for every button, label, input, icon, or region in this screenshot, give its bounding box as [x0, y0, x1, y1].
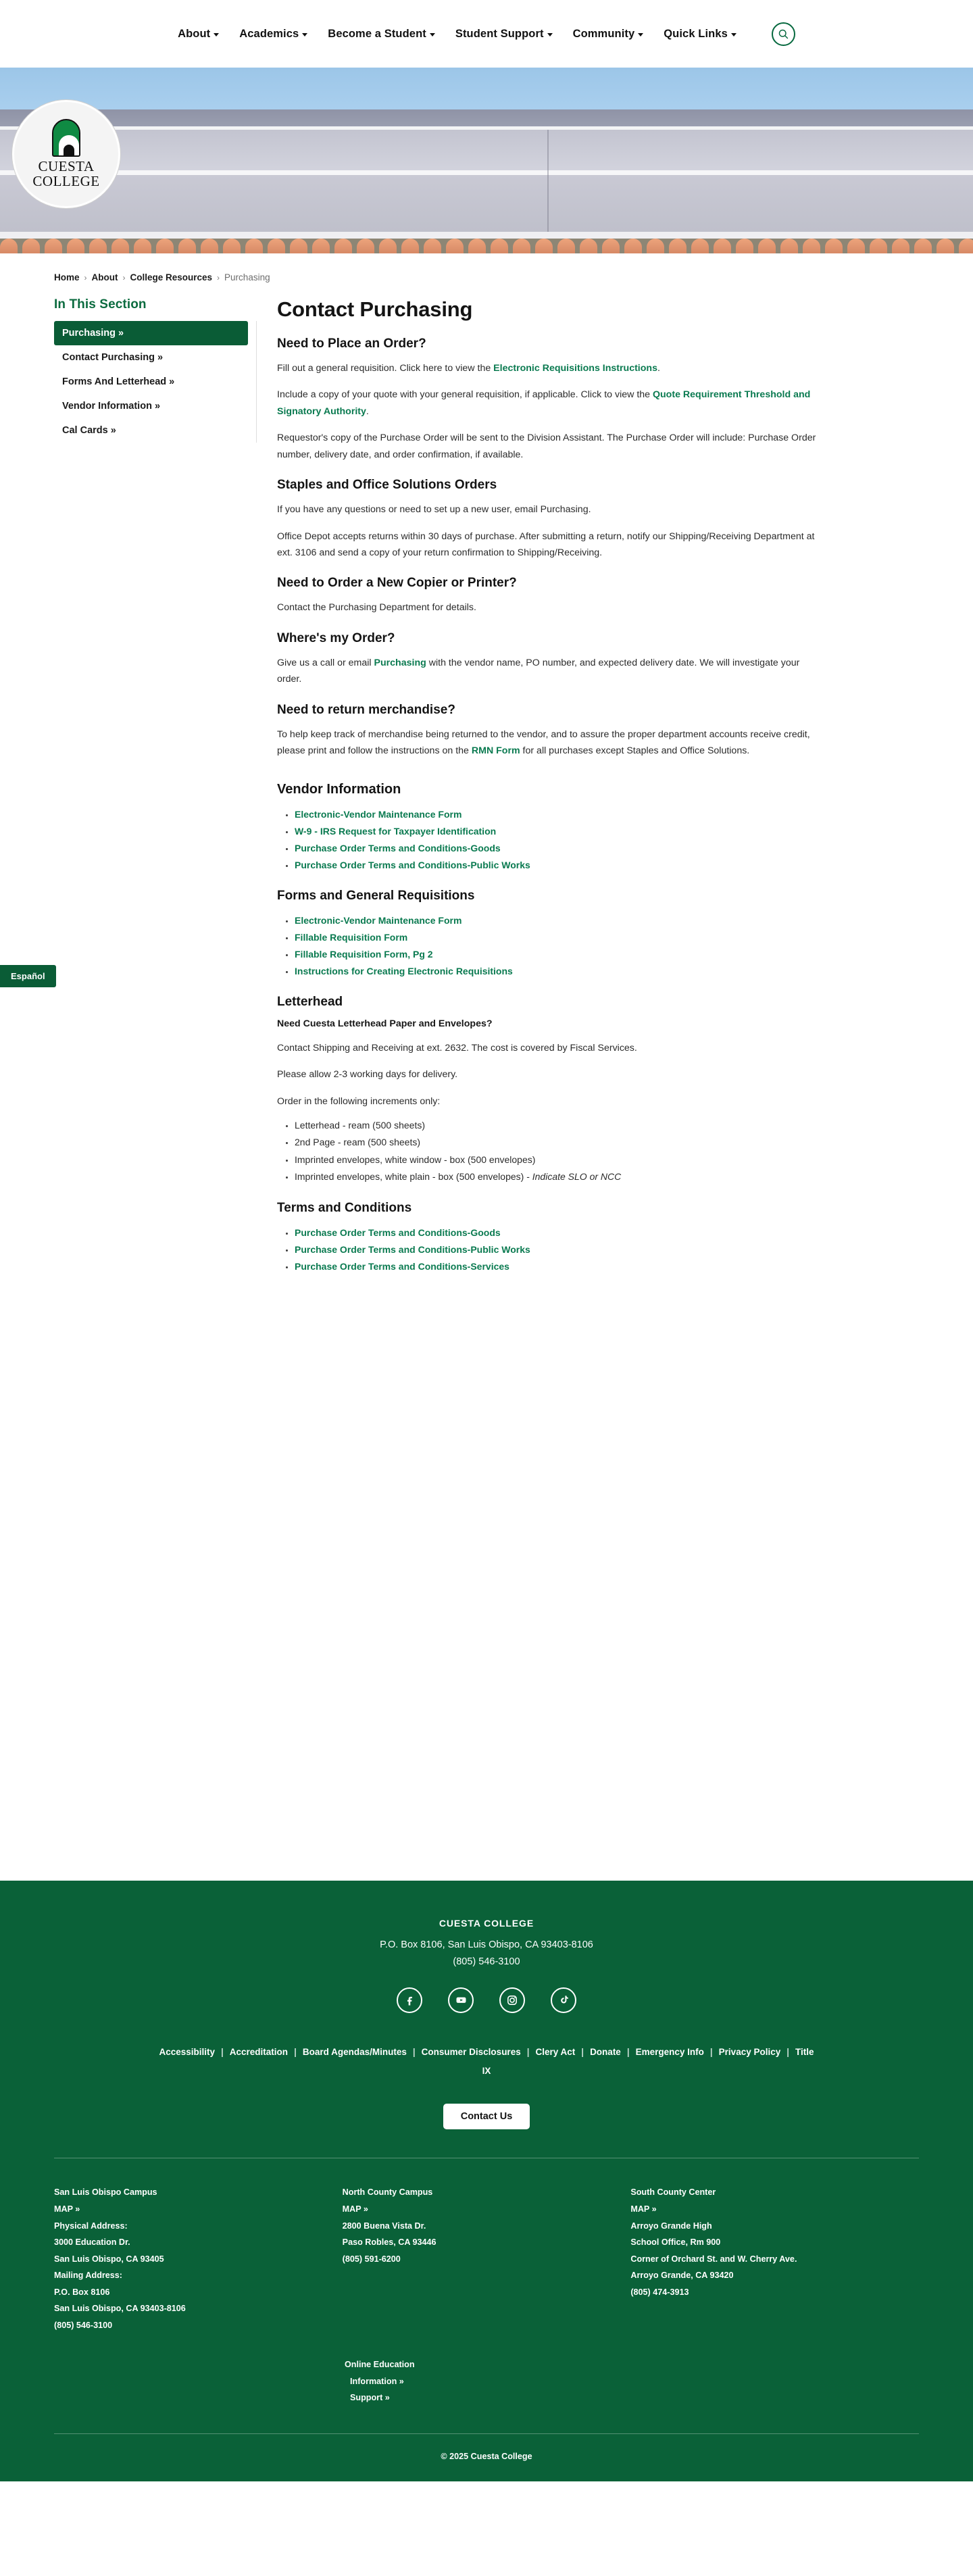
increment-note: Indicate SLO or NCC: [532, 1171, 622, 1183]
chevron-down-icon: [638, 33, 643, 36]
roof-tile: [156, 239, 174, 253]
sidebar-item-purchasing[interactable]: Purchasing »: [54, 321, 248, 345]
increment-text: 2nd Page - ream (500 sheets): [295, 1137, 420, 1148]
campus-line: Arroyo Grande High: [630, 2221, 712, 2231]
nav-item-community[interactable]: [573, 28, 644, 41]
footer-links: [155, 2043, 818, 2081]
link-electronic-vendor-maintenance-form-2[interactable]: Electronic-Vendor Maintenance Form: [295, 915, 462, 926]
footer-link-title-ix[interactable]: Title IX: [482, 2046, 814, 2077]
nav-item-label: Community: [572, 27, 635, 40]
hero-roof-tiles: [0, 239, 973, 253]
campus-name: South County Center: [630, 2187, 716, 2198]
heading-wheres-my-order: Where's my Order?: [277, 630, 395, 645]
list-item: [295, 1151, 824, 1168]
campus-name: San Luis Obispo Campus: [54, 2187, 157, 2198]
footer-address: P.O. Box 8106, San Luis Obispo, CA 93403-8106: [380, 1939, 593, 1950]
link-separator: |: [787, 2046, 790, 2057]
campus-south-county: [630, 2184, 919, 2333]
breadcrumb-separator-icon: ›: [84, 272, 87, 282]
list-item: [295, 912, 824, 929]
list-item: [295, 1258, 824, 1275]
contact-button-wrap: [0, 2104, 973, 2129]
hero-banner: [0, 68, 973, 253]
campus-name: North County Campus: [342, 2187, 433, 2198]
list-item: [295, 1168, 824, 1185]
increment-text: Imprinted envelopes, white window - box (500 envelopes): [295, 1154, 536, 1165]
roof-tile: [892, 239, 909, 253]
link-separator: |: [709, 2046, 713, 2057]
online-education-information-link[interactable]: Information »: [350, 2376, 404, 2386]
primary-navigation: [0, 0, 973, 68]
campus-line: (805) 546-3100: [54, 2320, 113, 2330]
roof-tile: [580, 239, 597, 253]
roof-tile: [379, 239, 397, 253]
roof-tile: [67, 239, 84, 253]
link-purchasing-email[interactable]: Purchasing: [374, 657, 426, 668]
roof-tile: [89, 239, 107, 253]
roof-tile: [424, 239, 441, 253]
roof-tile: [847, 239, 865, 253]
increment-text: Imprinted envelopes, white plain - box (500 envelopes) -: [295, 1171, 532, 1183]
breadcrumb: [54, 272, 973, 282]
roof-tile: [714, 239, 731, 253]
roof-tile: [491, 239, 508, 253]
campus-map-link[interactable]: MAP »: [342, 2204, 368, 2214]
heading-forms-general-requisitions: Forms and General Requisitions: [277, 889, 475, 903]
campus-line: Corner of Orchard St. and W. Cherry Ave.: [630, 2254, 797, 2264]
online-education-title: Online Education: [345, 2360, 415, 2370]
nav-item-quick-links[interactable]: [664, 28, 737, 41]
footer-link-donate[interactable]: Donate: [590, 2046, 621, 2057]
roof-tile: [312, 239, 330, 253]
campus-line: Arroyo Grande, CA 93420: [630, 2271, 734, 2281]
campus-line: San Luis Obispo, CA 93403-8106: [54, 2304, 186, 2314]
text-fragment: Fill out a general requisition. Click here to view the: [277, 363, 494, 374]
campus-line: Paso Robles, CA 93446: [342, 2237, 436, 2248]
campus-line: Mailing Address:: [54, 2271, 122, 2281]
hero-trim-2: [0, 170, 973, 175]
roof-tile: [334, 239, 352, 253]
list-item: [295, 1117, 824, 1134]
page-content: [0, 272, 973, 1881]
text-fragment: To help keep track of merchandise being returned to the vendor, and to assure the proper department accounts receive credit, please print and follow the instructions on the: [277, 728, 810, 757]
paragraph-letterhead-delivery: Please allow 2-3 working days for delivery.: [277, 1069, 458, 1081]
text-fragment: Include a copy of your quote with your general requisition, if applicable. Click to view the: [277, 389, 653, 401]
footer-link-accreditation[interactable]: Accreditation: [229, 2046, 289, 2057]
campus-line: (805) 474-3913: [630, 2287, 689, 2297]
roof-tile: [468, 239, 486, 253]
roof-tile: [446, 239, 464, 253]
instagram-link[interactable]: [499, 1987, 525, 2013]
campus-columns: [0, 2158, 973, 2333]
footer-link-privacy-policy[interactable]: Privacy Policy: [718, 2046, 781, 2057]
site-footer: [0, 1881, 973, 2481]
facebook-link[interactable]: [397, 1987, 422, 2013]
main-content: [257, 297, 878, 1279]
paragraph-office-depot-returns: Office Depot accepts returns within 30 days of purchase. After submitting a return, notify our Shipping/Receiving Department at ext. 3106 and send a copy of your return confirmation to Shipping/Receiving.: [277, 530, 815, 558]
list-item: [295, 806, 824, 823]
roof-tile: [201, 239, 218, 253]
footer-link-accessibility[interactable]: Accessibility: [159, 2046, 215, 2057]
roof-tile: [557, 239, 575, 253]
breadcrumb-current: Purchasing: [224, 272, 270, 282]
footer-link-board-agendas[interactable]: Board Agendas/Minutes: [302, 2046, 407, 2057]
nav-item-about[interactable]: [178, 28, 219, 41]
youtube-icon: [454, 1993, 468, 2007]
site-logo[interactable]: [12, 100, 120, 208]
nav-item-label: Become a Student: [328, 27, 426, 40]
roof-tile: [803, 239, 820, 253]
hero-trim-3: [0, 232, 973, 239]
link-rmn-form[interactable]: RMN Form: [471, 745, 520, 757]
roof-tile: [268, 239, 285, 253]
link-separator: |: [526, 2046, 530, 2057]
nav-item-label: Quick Links: [664, 27, 728, 40]
page-title: Contact Purchasing: [277, 297, 473, 321]
roof-tile: [513, 239, 530, 253]
link-fillable-requisition-form-pg2[interactable]: Fillable Requisition Form, Pg 2: [295, 948, 433, 960]
campus-line: School Office, Rm 900: [630, 2237, 721, 2248]
campus-san-luis-obispo: [54, 2184, 343, 2333]
list-item: [295, 840, 824, 857]
link-terms-public-works[interactable]: Purchase Order Terms and Conditions-Public Works: [295, 1243, 530, 1255]
link-po-terms-goods[interactable]: Purchase Order Terms and Conditions-Goods: [295, 843, 501, 854]
online-education-block: [0, 2333, 973, 2406]
text-fragment: Give us a call or email: [277, 657, 374, 668]
paragraph-return-instructions: [277, 726, 824, 760]
roof-tile: [223, 239, 241, 253]
link-electronic-requisitions-instructions[interactable]: Electronic Requisitions Instructions: [493, 363, 657, 374]
roof-tile: [758, 239, 776, 253]
chevron-down-icon: [547, 33, 553, 36]
link-po-terms-public-works[interactable]: Purchase Order Terms and Conditions-Public Works: [295, 860, 530, 871]
text-fragment: for all purchases except Staples and Office Solutions.: [520, 745, 750, 757]
facebook-icon: [403, 1993, 416, 2007]
sidebar-item-contact-purchasing[interactable]: Contact Purchasing »: [62, 352, 164, 363]
sidebar-title: In This Section: [54, 297, 147, 312]
link-separator: |: [581, 2046, 584, 2057]
hero-photo: [0, 68, 973, 253]
link-separator: |: [221, 2046, 224, 2057]
campus-line: P.O. Box 8106: [54, 2287, 110, 2297]
link-terms-goods[interactable]: Purchase Order Terms and Conditions-Goods: [295, 1227, 501, 1238]
roof-tile: [401, 239, 419, 253]
link-separator: |: [294, 2046, 297, 2057]
list-item: [295, 1134, 824, 1151]
nav-item-list: [178, 22, 795, 46]
campus-map-link[interactable]: MAP »: [54, 2204, 80, 2214]
roof-tile: [0, 239, 18, 253]
sidebar-item-vendor-information[interactable]: Vendor Information »: [62, 401, 161, 412]
copyright: © 2025 Cuesta College: [441, 2452, 532, 2461]
link-instructions-electronic-requisitions[interactable]: Instructions for Creating Electronic Requisitions: [295, 965, 513, 976]
footer-link-clery-act[interactable]: Clery Act: [535, 2046, 576, 2057]
breadcrumb-item-about[interactable]: About: [91, 272, 118, 282]
paragraph-requestor-copy: Requestor's copy of the Purchase Order will be sent to the Division Assistant. The Purchase Order will include: Purchase Order number, delivery date, and order confirmation, if available.: [277, 432, 816, 460]
chevron-down-icon: [430, 33, 435, 36]
letterhead-increment-list: [295, 1117, 824, 1186]
list-item: [295, 1241, 824, 1258]
logo-shield-arc-black: [64, 145, 74, 155]
campus-map-link[interactable]: MAP »: [630, 2204, 657, 2214]
social-links: [0, 1987, 973, 2013]
roof-tile: [669, 239, 687, 253]
nav-item-become-a-student[interactable]: [328, 28, 435, 41]
heading-vendor-information: Vendor Information: [277, 782, 401, 797]
logo-shield-icon: [52, 119, 80, 157]
list-item: [295, 963, 824, 980]
increment-text: Letterhead - ream (500 sheets): [295, 1120, 425, 1131]
roof-tile: [602, 239, 620, 253]
list-item: [295, 1224, 824, 1241]
roof-tile: [780, 239, 798, 253]
text-fragment: with the vendor name, PO number, and expected delivery date. We will investigate your order.: [277, 657, 800, 685]
campus-line: Physical Address:: [54, 2221, 128, 2231]
footer-phone: (805) 546-3100: [453, 1956, 520, 1968]
paragraph-requisition: [277, 360, 824, 376]
tiktok-link[interactable]: [551, 1987, 576, 2013]
text-fragment: .: [657, 363, 660, 374]
heading-need-to-place-an-order: Need to Place an Order?: [277, 337, 426, 351]
section-sidebar: [0, 297, 257, 1279]
heading-new-copier-printer: Need to Order a New Copier or Printer?: [277, 576, 517, 591]
footer-link-consumer-disclosures[interactable]: Consumer Disclosures: [421, 2046, 521, 2057]
logo-shield-slope: [52, 122, 80, 137]
roof-tile: [937, 239, 954, 253]
roof-tile: [290, 239, 307, 253]
campus-line: San Luis Obispo, CA 93405: [54, 2254, 164, 2264]
roof-tile: [691, 239, 709, 253]
campus-line: 2800 Buena Vista Dr.: [342, 2221, 426, 2231]
youtube-link[interactable]: [448, 1987, 474, 2013]
roof-tile: [245, 239, 263, 253]
sidebar-item-forms-and-letterhead[interactable]: Forms And Letterhead »: [62, 376, 175, 387]
roof-tile: [624, 239, 642, 253]
roof-tile: [870, 239, 887, 253]
nav-item-label: About: [178, 27, 211, 40]
espanol-toggle[interactable]: Español: [0, 965, 56, 987]
terms-link-list: [295, 1224, 824, 1275]
roof-tile: [134, 239, 151, 253]
paragraph-quote: [277, 387, 824, 420]
paragraph-copier-contact: Contact the Purchasing Department for details.: [277, 602, 476, 614]
heading-terms-and-conditions: Terms and Conditions: [277, 1200, 412, 1215]
roof-tile: [111, 239, 129, 253]
link-quote-requirement-threshold[interactable]: Quote Requirement Threshold and Signatory Authority: [277, 389, 811, 417]
roof-tile: [914, 239, 932, 253]
hero-wall-top: [0, 109, 973, 126]
tiktok-icon: [557, 1993, 570, 2006]
nav-item-label: Student Support: [455, 27, 544, 40]
hero-sky: [0, 68, 973, 109]
heading-return-merchandise: Need to return merchandise?: [277, 702, 455, 717]
paragraph-letterhead-contact: Contact Shipping and Receiving at ext. 2632. The cost is covered by Fiscal Services.: [277, 1042, 637, 1054]
nav-item-academics[interactable]: [239, 28, 307, 41]
link-fillable-requisition-form[interactable]: Fillable Requisition Form: [295, 932, 408, 943]
list-item: [295, 929, 824, 946]
sidebar-item-cal-cards[interactable]: Cal Cards »: [62, 425, 116, 436]
paragraph-letterhead-increments: Order in the following increments only:: [277, 1095, 441, 1107]
chevron-down-icon: [214, 33, 219, 36]
footer-contact-block: [0, 1918, 973, 1971]
hero-wall-low: [0, 175, 973, 232]
text-fragment: .: [366, 405, 369, 417]
logo-wordmark: [32, 159, 99, 189]
campus-line: 3000 Education Dr.: [54, 2237, 130, 2248]
link-separator: |: [626, 2046, 630, 2057]
link-separator: |: [412, 2046, 416, 2057]
hero-wall-mid: [0, 130, 973, 170]
roof-tile: [178, 239, 196, 253]
roof-tile: [22, 239, 40, 253]
search-icon: [778, 28, 789, 40]
link-w9-irs-request[interactable]: W-9 - IRS Request for Taxpayer Identification: [295, 826, 497, 837]
sidebar-item-list: [54, 321, 257, 443]
chevron-down-icon: [302, 33, 307, 36]
breadcrumb-item-home[interactable]: Home: [54, 272, 80, 282]
roof-tile: [825, 239, 843, 253]
logo-line-1: CUESTA: [38, 158, 95, 175]
contact-us-button[interactable]: Contact Us: [443, 2104, 530, 2129]
search-button[interactable]: [772, 22, 795, 46]
breadcrumb-separator-icon: ›: [217, 272, 220, 282]
heading-staples-office-solutions: Staples and Office Solutions Orders: [277, 478, 497, 493]
footer-link-emergency-info[interactable]: Emergency Info: [635, 2046, 704, 2057]
forms-link-list: [295, 912, 824, 980]
roof-tile: [736, 239, 753, 253]
roof-tile: [959, 239, 973, 253]
roof-tile: [357, 239, 374, 253]
roof-tile: [535, 239, 553, 253]
paragraph-new-user: If you have any questions or need to set up a new user, email Purchasing.: [277, 504, 591, 516]
nav-item-student-support[interactable]: [455, 28, 553, 41]
content-columns: [0, 297, 973, 1279]
chevron-down-icon: [731, 33, 737, 36]
paragraph-order-status: [277, 655, 824, 688]
link-terms-services[interactable]: Purchase Order Terms and Conditions-Services: [295, 1260, 509, 1272]
list-item: [295, 823, 824, 840]
breadcrumb-separator-icon: ›: [122, 272, 126, 282]
logo-line-2: COLLEGE: [32, 173, 100, 189]
letterhead-subheading: Need Cuesta Letterhead Paper and Envelopes?: [277, 1018, 493, 1029]
campus-line: (805) 591-6200: [342, 2254, 401, 2264]
roof-tile: [45, 239, 62, 253]
nav-item-label: Academics: [239, 27, 299, 40]
online-education-support-link[interactable]: Support »: [350, 2393, 390, 2403]
heading-letterhead: Letterhead: [277, 994, 343, 1009]
roof-tile: [647, 239, 664, 253]
campus-north-county: [343, 2184, 631, 2333]
hero-wall-seam: [547, 130, 549, 232]
list-item: [295, 857, 824, 874]
vendor-information-link-list: [295, 806, 824, 874]
link-electronic-vendor-maintenance-form[interactable]: Electronic-Vendor Maintenance Form: [295, 809, 462, 820]
list-item: [295, 946, 824, 963]
instagram-icon: [505, 1993, 519, 2007]
breadcrumb-item-college-resources[interactable]: College Resources: [130, 272, 213, 282]
footer-college-name: CUESTA COLLEGE: [439, 1918, 534, 1929]
